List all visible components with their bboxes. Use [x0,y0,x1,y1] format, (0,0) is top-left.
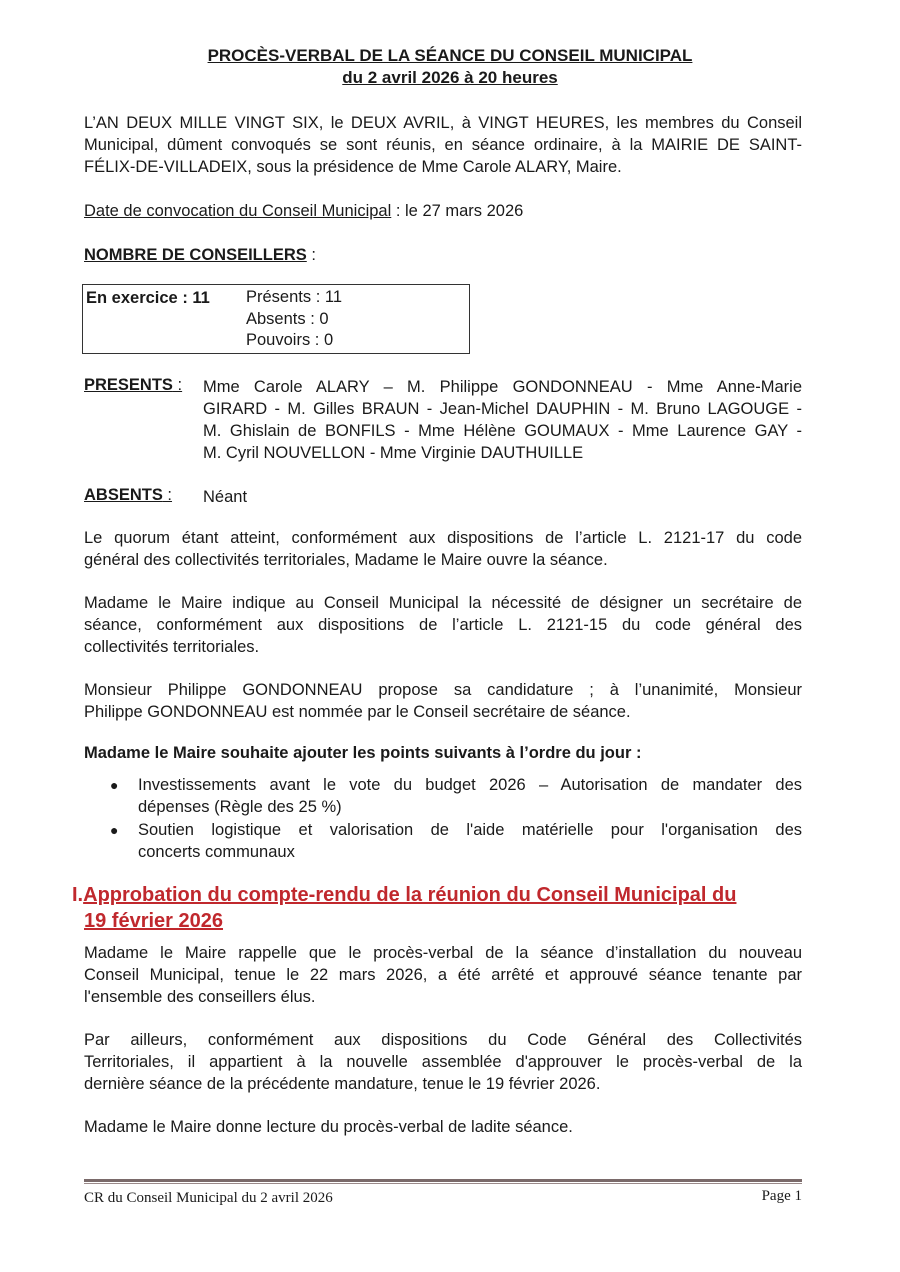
convocation-value: : le 27 mars 2026 [391,202,524,220]
section1-p1-line3: l'ensemble des conseillers élus. [84,988,316,1006]
section1-title-date: 19 février 2026 [84,910,224,932]
secretaire-line2: séance, conformément aux dispositions de l’article L. 2121-15 du code général des [84,616,802,634]
section1-p2-line2: Territoriales, il appartient à la nouvelle assemblée d'approuver le procès-verbal de la [84,1053,802,1071]
presents-colon: : [172,376,183,394]
section1-p1-line1: Madame le Maire rappelle que le procès-verbal de la séance d’installation du nouveau [84,944,802,962]
conseillers-heading-suffix: : [306,246,316,264]
conseillers-heading: NOMBRE DE CONSEILLERS [84,246,307,264]
convocation-line [84,200,802,222]
presents-line2: GIRARD - M. Gilles BRAUN - Jean-Michel DAUPHIN - M. Bruno LAGOUGE - [203,400,802,418]
section1-p2-line1: Par ailleurs, conformément aux dispositions du Code Général des Collectivités [84,1031,802,1049]
quorum-line1: Le quorum étant atteint, conformément aux dispositions de l’article L. 2121-17 du code [84,529,802,547]
convocation-label: Date de convocation du Conseil Municipal [84,202,392,220]
footer-rule [84,1179,802,1182]
bullet-icon: ● [110,777,119,793]
intro-line2: Municipal, dûment convoqués se sont réunis, en séance ordinaire, à la MAIRIE DE SAINT- [84,136,802,154]
document-title-line2: du 2 avril 2026 à 20 heures [342,68,558,87]
ordre-item1-line2: dépenses (Règle des 25 %) [138,798,342,816]
section1-number: I. [72,884,84,906]
footer-rule-thin [84,1183,802,1184]
ordre-du-jour-heading: Madame le Maire souhaite ajouter les points suivants à l’ordre du jour : [84,744,642,762]
section1-title-line2 [84,908,824,934]
intro-line3: FÉLIX-DE-VILLADEIX, sous la présidence de Mme Carole ALARY, Maire. [84,158,622,176]
absents-count: Absents : 0 [246,309,329,328]
document-title-line1: PROCÈS-VERBAL DE LA SÉANCE DU CONSEIL MUNICIPAL [207,46,693,65]
candidature-line2: Philippe GONDONNEAU est nommée par le Conseil secrétaire de séance. [84,703,631,721]
section1-p3: Madame le Maire donne lecture du procès-verbal de ladite séance. [84,1118,573,1136]
bullet-icon: ● [110,822,119,838]
section1-p2-line3: dernière séance de la précédente mandature, tenue le 19 février 2026. [84,1075,601,1093]
ordre-item2-line1: Soutien logistique et valorisation de l'aide matérielle pour l'organisation des [138,821,802,839]
footer-page-number: Page 1 [761,1188,802,1204]
ordre-item1-line1: Investissements avant le vote du budget 2026 – Autorisation de mandater des [138,776,802,794]
footer-document-title: CR du Conseil Municipal du 2 avril 2026 [84,1190,333,1206]
quorum-line2: général des collectivités territoriales, Madame le Maire ouvre la séance. [84,551,608,569]
section1-p1-line2: Conseil Municipal, tenue le 22 mars 2026, a été arrêté et approuvé séance tenante par [84,966,802,984]
pouvoirs-count: Pouvoirs : 0 [246,331,334,349]
section1-title-line1 [72,882,812,908]
conseillers-count-box [82,284,470,354]
candidature-line1: Monsieur Philippe GONDONNEAU propose sa candidature ; à l’unanimité, Monsieur [84,681,802,699]
en-exercice-label: En exercice : 11 [86,289,210,307]
secretaire-line3: collectivités territoriales. [84,638,260,656]
absents-colon: : [162,486,173,504]
presents-label-line [84,376,182,395]
presents-line3: M. Ghislain de BONFILS - Mme Hélène GOUMAUX - Mme Laurence GAY - [203,422,802,440]
intro-line1: L’AN DEUX MILLE VINGT SIX, le DEUX AVRIL, à VINGT HEURES, les membres du Conseil [84,114,802,132]
conseillers-values [246,287,342,352]
secretaire-line1: Madame le Maire indique au Conseil Municipal la nécessité de désigner un secrétaire de [84,594,802,612]
conseillers-heading-line [84,244,802,266]
presents-label: PRESENTS [84,376,173,394]
section1-title-text: Approbation du compte-rendu de la réunion du Conseil Municipal du [83,884,737,906]
ordre-item2-line2: concerts communaux [138,843,295,861]
presents-line4: M. Cyril NOUVELLON - Mme Virginie DAUTHUILLE [203,444,584,462]
absents-label-line [84,486,172,505]
presents-count: Présents : 11 [246,288,342,306]
absents-value: Néant [203,488,248,506]
absents-label: ABSENTS [84,486,163,504]
presents-line1: Mme Carole ALARY – M. Philippe GONDONNEAU - Mme Anne-Marie [203,378,802,396]
